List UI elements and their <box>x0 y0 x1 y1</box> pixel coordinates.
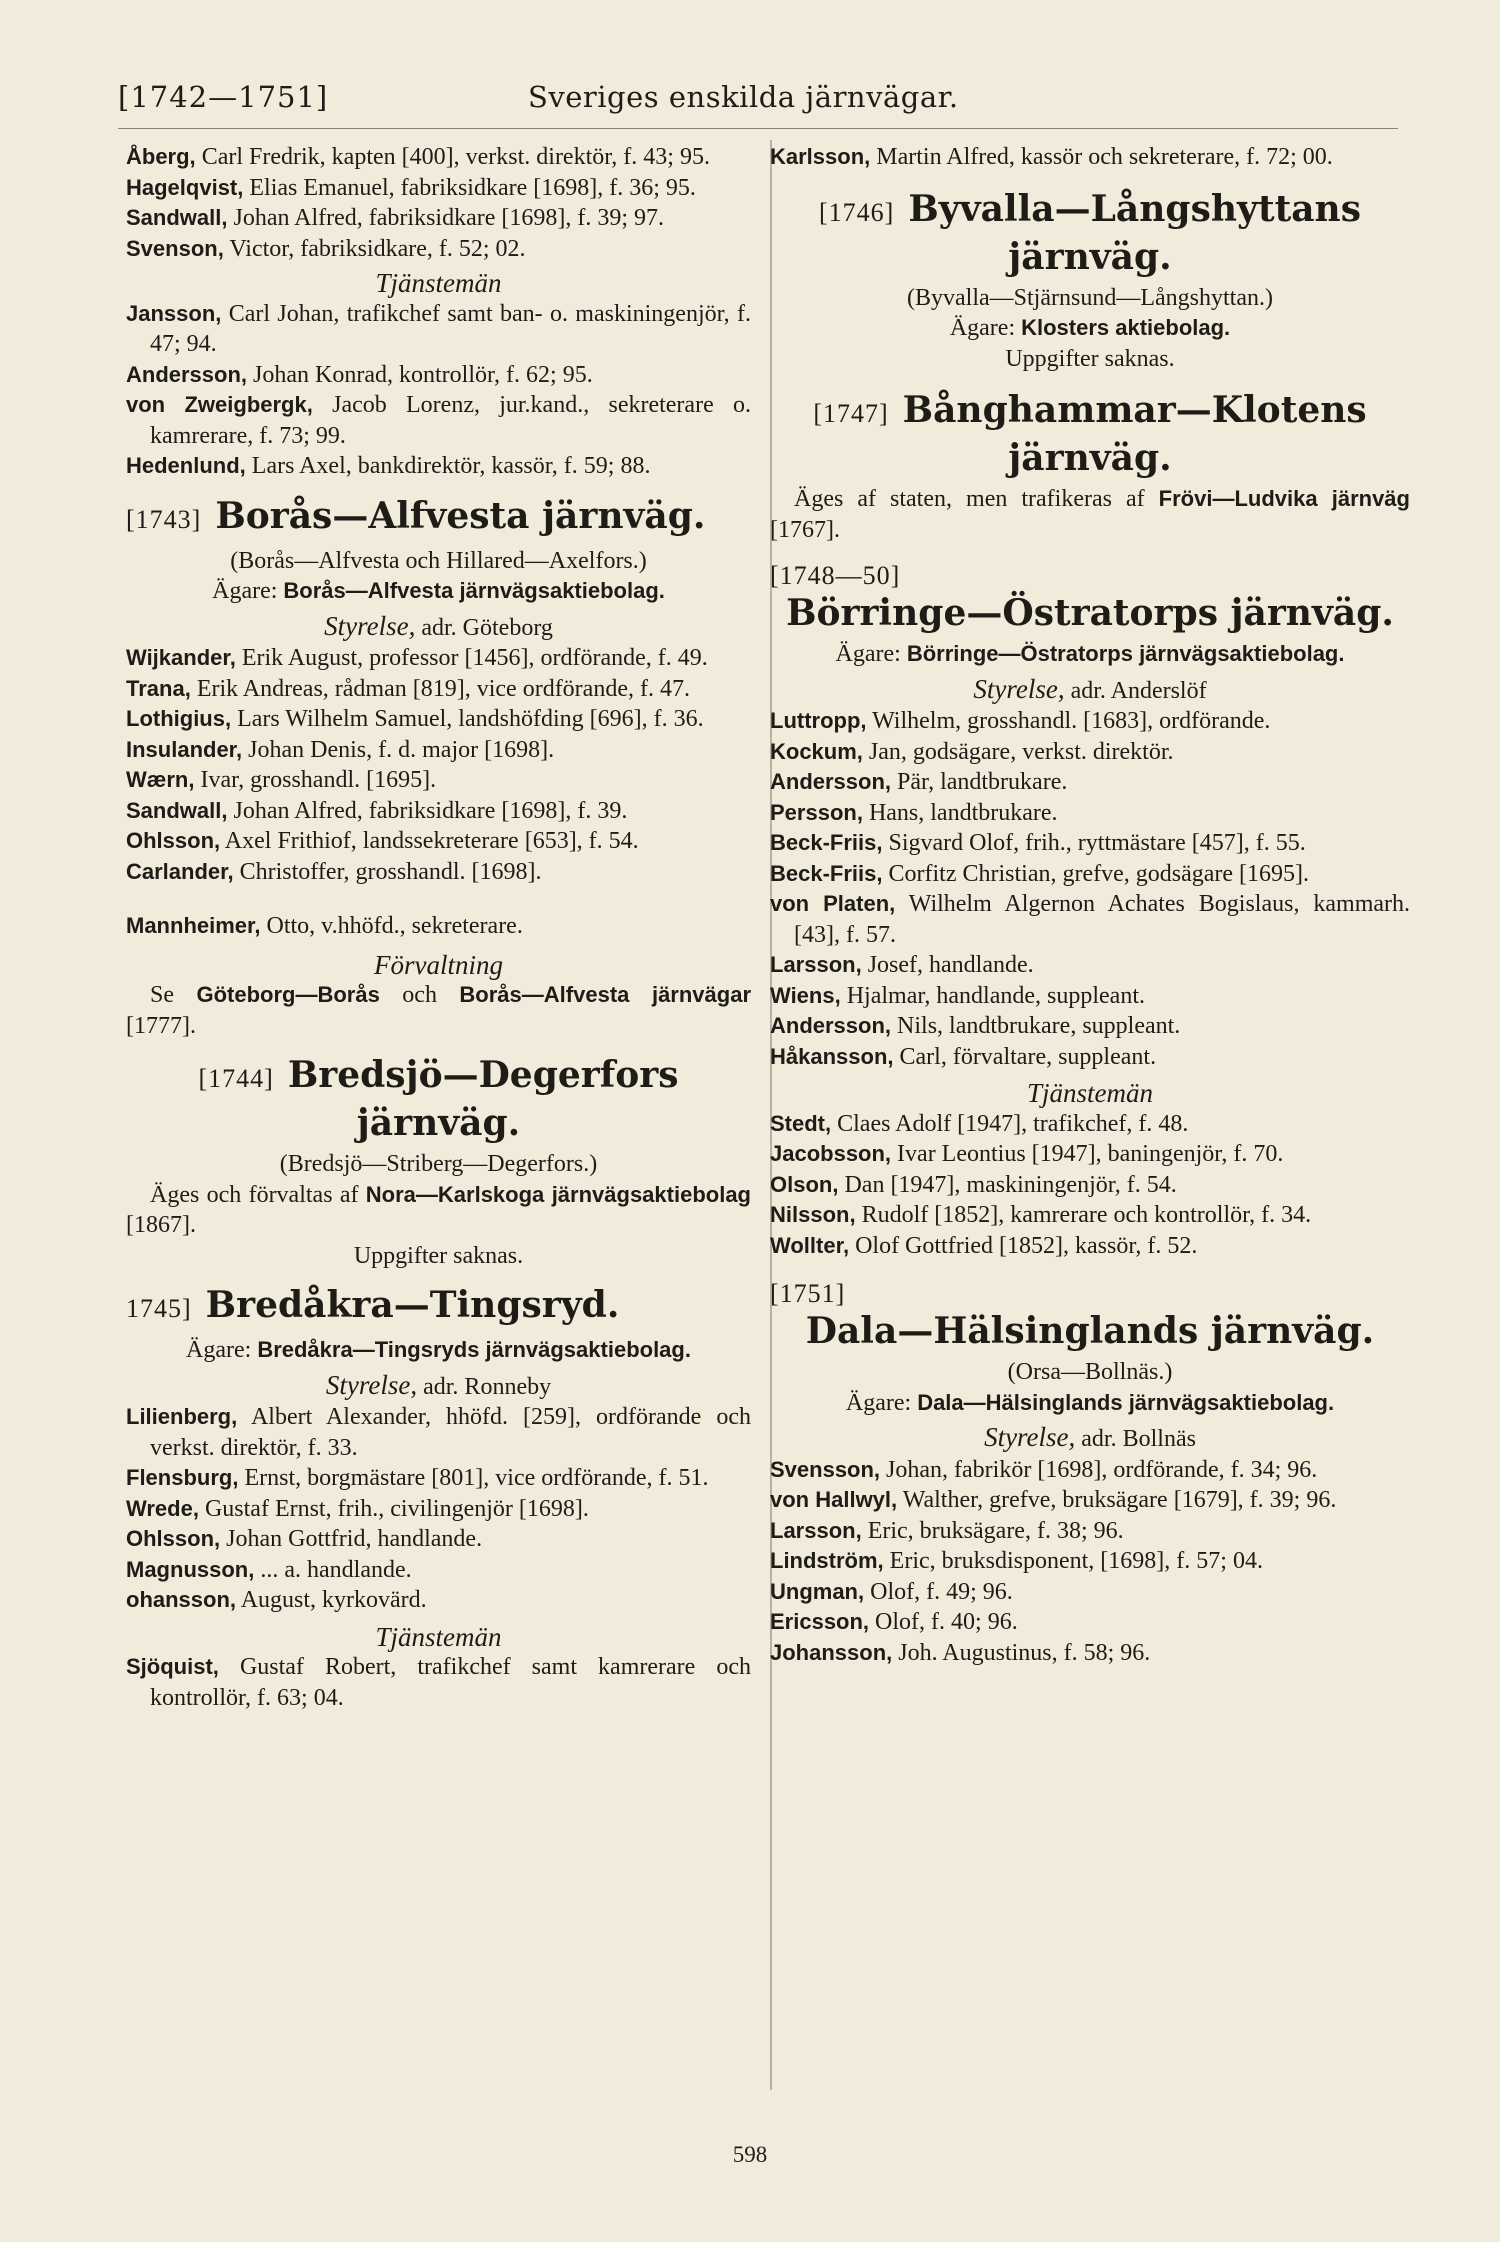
list-1745-tjanstemen <box>126 1652 751 1713</box>
entry-name: Sandwall, <box>126 205 228 230</box>
entry-name: Karlsson, <box>770 144 871 169</box>
list-item <box>770 706 1410 737</box>
forvaltning-mid: och <box>379 982 460 1008</box>
list-item <box>770 1607 1410 1638</box>
entry-name: Wrede, <box>126 1495 199 1521</box>
section-1745-styrelse <box>126 1370 751 1403</box>
entry-text: Sigvard Olof, frih., ryttmästare [457], f. 55. <box>882 830 1306 856</box>
page-header <box>118 80 1398 126</box>
list-item <box>770 950 1410 981</box>
entry-name: Larsson, <box>770 1517 862 1543</box>
entry-name: Svensson, <box>770 1456 881 1482</box>
entry-text: Johan Alfred, fabriksidkare [1698], f. 39; 97. <box>227 205 665 231</box>
list-item <box>770 859 1410 890</box>
section-1751-number: [1751] <box>770 1279 846 1308</box>
right-column <box>770 142 1410 1668</box>
entry-text: Claes Adolf [1947], trafikchef, f. 48. <box>831 1110 1189 1137</box>
forvaltning-post: [1777]. <box>126 1012 196 1039</box>
entry-name: Andersson, <box>126 361 248 387</box>
section-1751-route: (Orsa—Bollnäs.) <box>1007 1359 1173 1385</box>
entry-text: Olof, f. 40; 96. <box>869 1609 1018 1635</box>
entry-text: Gustaf Ernst, frih., civilingenjör [1698]. <box>198 1495 589 1522</box>
section-1745-name: Bredåkra—Tingsryd. <box>205 1284 620 1326</box>
list-item <box>126 704 751 735</box>
section-1744-name: Bredsjö—Degerfors <box>287 1054 679 1096</box>
entry-name: Larsson, <box>770 952 862 977</box>
list-item <box>770 1455 1410 1486</box>
section-1743-title <box>126 494 751 542</box>
list-item <box>770 1139 1410 1170</box>
entry-text: ... a. handlande. <box>254 1556 412 1583</box>
list-item <box>770 142 1410 173</box>
entry-text: Carl, förvaltare, suppleant. <box>893 1043 1157 1070</box>
section-1745-owner <box>126 1335 751 1366</box>
list-right-top <box>770 142 1410 173</box>
entry-name: Ericsson, <box>770 1609 870 1634</box>
entry-text: Wilhelm Algernon Achates Bogislaus, kammarh. [43], f. 57. <box>794 891 1411 948</box>
entry-name: Hedenlund, <box>126 453 246 478</box>
left-column <box>126 142 751 1713</box>
styrelse-label: Styrelse, <box>325 1369 418 1400</box>
list-item <box>126 1524 751 1555</box>
entry-text: Dan [1947], maskiningenjör, f. 54. <box>838 1171 1177 1198</box>
entry-text: Nils, landtbrukare, suppleant. <box>891 1013 1181 1039</box>
entry-name: von Platen, <box>770 891 896 916</box>
entry-text: Hjalmar, handlande, suppleant. <box>840 982 1145 1009</box>
styrelse-address: adr. Ronneby <box>417 1373 552 1400</box>
section-1748-owner <box>770 639 1410 670</box>
entry-text: Pär, landtbrukare. <box>891 769 1068 795</box>
list-1743-board <box>126 643 751 887</box>
section-1747-name: Bånghammar—Klotens <box>902 389 1367 431</box>
section-1744-owned <box>126 1180 751 1241</box>
list-item <box>126 796 751 827</box>
list-item <box>770 828 1410 859</box>
entry-name: Stedt, <box>770 1110 832 1136</box>
owner-label: Ägare: <box>186 1337 252 1363</box>
entry-name: Beck-Friis, <box>770 830 883 855</box>
entry-name: Jacobsson, <box>770 1141 892 1166</box>
owned-ref: Nora—Karlskoga järnvägsaktiebolag <box>365 1181 751 1207</box>
section-1751-title: Dala—Hälsinglands järnväg. <box>805 1310 1375 1352</box>
section-1748-number: [1748—50] <box>770 561 901 590</box>
list-item <box>126 1652 751 1713</box>
entry-text: Walther, grefve, bruksägare [1679], f. 39; 96. <box>897 1487 1337 1513</box>
entry-name: Sandwall, <box>126 797 228 823</box>
section-1746-route: (Byvalla—Stjärnsund—Långshyttan.) <box>907 284 1273 311</box>
entry-text: Carl Fredrik, kapten [400], verkst. direktör, f. 43; 95. <box>195 144 710 170</box>
entry-name: Sjöquist, <box>126 1654 219 1679</box>
running-title: Sveriges enskilda järnvägar. <box>528 80 959 114</box>
styrelse-address: adr. Göteborg <box>415 614 553 641</box>
list-item <box>770 1516 1410 1547</box>
owner-label: Ägare: <box>949 315 1016 341</box>
section-1744-nodata: Uppgifter saknas. <box>353 1242 524 1269</box>
entry-text: Martin Alfred, kassör och sekreterare, f. 72; 00. <box>870 144 1333 170</box>
list-item <box>770 1546 1410 1577</box>
list-item <box>770 737 1410 768</box>
entry-text: Johan, fabrikör [1698], ordförande, f. 34; 96. <box>880 1456 1318 1483</box>
page-range: [1742—1751] <box>118 80 329 114</box>
entry-text: Lars Axel, bankdirektör, kassör, f. 59; 88. <box>245 453 651 479</box>
entry-name: Persson, <box>770 799 863 825</box>
section-1743-number: [1743] <box>126 504 202 534</box>
entry-name: Andersson, <box>770 769 892 794</box>
secretary-entry <box>126 911 751 942</box>
section-1746-number: [1746] <box>819 197 895 227</box>
owner-name: Klosters aktiebolag. <box>1021 315 1231 340</box>
entry-name: Svenson, <box>126 235 224 261</box>
section-1746-name-2: järnväg. <box>1008 235 1172 278</box>
section-1743-route: (Borås—Alfvesta och Hillared—Axelfors.) <box>230 547 647 574</box>
list-item <box>770 1011 1410 1042</box>
section-1747-name-2: järnväg. <box>1008 437 1172 479</box>
list-item <box>126 360 751 391</box>
list-left-top <box>126 142 751 264</box>
secretary-text: Otto, v.hhöfd., sekreterare. <box>260 913 523 939</box>
header-rule <box>118 128 1398 129</box>
entry-name: Lilienberg, <box>126 1404 238 1429</box>
list-item <box>126 451 751 482</box>
list-item <box>770 1485 1410 1516</box>
list-1751-board <box>770 1455 1410 1669</box>
section-1746-title <box>770 187 1410 279</box>
entry-text: Hans, landtbrukare. <box>862 799 1058 826</box>
entry-name: ohansson, <box>126 1587 237 1612</box>
styrelse-address: adr. Bollnäs <box>1075 1426 1196 1452</box>
section-1751-styrelse <box>770 1422 1410 1455</box>
entry-text: Ernst, borgmästare [801], vice ordförande, f. 51. <box>238 1465 709 1491</box>
forvaltning-ref2: Borås—Alfvesta järnvägar <box>459 982 752 1007</box>
list-item <box>126 735 751 766</box>
list-1748-board <box>770 706 1410 1072</box>
owned-pre: Äges och förvaltas af <box>150 1181 366 1208</box>
entry-text: Eric, bruksägare, f. 38; 96. <box>861 1517 1124 1544</box>
owner-label: Ägare: <box>212 578 278 604</box>
entry-text: Jacob Lorenz, jur.kand., sekreterare o. kamrerare, f. 73; 99. <box>150 392 751 449</box>
entry-name: Luttropp, <box>770 708 867 733</box>
section-1744-route: (Bredsjö—Striberg—Degerfors.) <box>279 1151 598 1177</box>
list-item <box>770 1170 1410 1201</box>
forvaltning-ref1: Göteborg—Borås <box>196 982 380 1007</box>
entry-name: Ohlsson, <box>126 1526 221 1551</box>
list-item <box>126 234 751 265</box>
styrelse-label: Styrelse, <box>984 1422 1076 1452</box>
entry-name: von Hallwyl, <box>770 1487 898 1512</box>
entry-text: August, kyrkovärd. <box>236 1587 427 1613</box>
entry-text: Christoffer, grosshandl. [1698]. <box>233 858 542 885</box>
list-item <box>770 798 1410 829</box>
entry-name: Åberg, <box>126 144 196 169</box>
entry-name: Lindström, <box>770 1548 884 1573</box>
list-item <box>770 1042 1410 1073</box>
section-1745-number: 1745] <box>126 1294 192 1323</box>
entry-name: Magnusson, <box>126 1556 255 1582</box>
owned-post: [1867]. <box>126 1212 196 1238</box>
secretary-name: Mannheimer, <box>126 913 261 938</box>
spacer <box>126 887 751 911</box>
entry-name: Trana, <box>126 675 191 701</box>
section-1743-name: Borås—Alfvesta järnväg. <box>215 494 706 537</box>
section-1743-owner <box>126 576 751 607</box>
entry-name: Nilsson, <box>770 1202 856 1227</box>
entry-text: Jan, godsägare, verkst. direktör. <box>862 738 1174 765</box>
section-1744-name-2: järnväg. <box>356 1102 521 1144</box>
list-left-tjanstemen <box>126 299 751 482</box>
list-item <box>770 889 1410 950</box>
section-1748-title: Börringe—Östratorps järnväg. <box>786 592 1394 634</box>
list-item <box>126 643 751 674</box>
entry-name: Hagelqvist, <box>126 174 244 200</box>
owner-name: Borås—Alfvesta järnvägsaktiebolag. <box>283 578 665 603</box>
entry-name: Jansson, <box>126 300 222 326</box>
entry-text: Wilhelm, grosshandl. [1683], ordförande. <box>866 708 1271 734</box>
entry-text: Victor, fabriksidkare, f. 52; 02. <box>223 235 526 262</box>
list-item <box>770 767 1410 798</box>
list-1748-tjanstemen <box>770 1109 1410 1262</box>
page-number: 598 <box>732 2142 768 2167</box>
entry-name: Kockum, <box>770 738 863 764</box>
entry-text: Josef, handlande. <box>861 952 1034 978</box>
entry-text: Eric, bruksdisponent, [1698], f. 57; 04. <box>883 1548 1263 1574</box>
entry-name: Wiens, <box>770 982 841 1008</box>
entry-text: Elias Emanuel, fabriksidkare [1698], f. 36; 95. <box>243 174 696 201</box>
entry-name: Wijkander, <box>126 645 236 670</box>
list-item <box>770 1577 1410 1608</box>
entry-text: Axel Frithiof, landssekreterare [653], f. 54. <box>220 828 639 854</box>
list-item <box>770 1638 1410 1669</box>
list-item <box>126 1463 751 1494</box>
entry-name: Johansson, <box>770 1639 893 1665</box>
list-item <box>126 203 751 234</box>
list-1745-board <box>126 1402 751 1616</box>
list-item <box>126 857 751 888</box>
entry-name: Håkansson, <box>770 1043 894 1069</box>
styrelse-label: Styrelse, <box>324 610 416 641</box>
owner-name: Bredåkra—Tingsryds järnvägsaktiebolag. <box>257 1337 691 1362</box>
entry-text: Olof, f. 49; 96. <box>864 1578 1013 1605</box>
list-item <box>126 1494 751 1525</box>
list-item <box>126 765 751 796</box>
entry-name: Carlander, <box>126 858 234 884</box>
entry-text: Johan Alfred, fabriksidkare [1698], f. 39. <box>227 797 628 824</box>
list-item <box>126 1402 751 1463</box>
list-item <box>770 1231 1410 1262</box>
tjanstemen-heading: Tjänstemän <box>375 268 502 298</box>
owned-post: [1767]. <box>770 516 840 543</box>
list-item <box>126 142 751 173</box>
section-1747-number: [1747] <box>813 399 889 428</box>
owned-ref: Frövi—Ludvika järnväg <box>1158 486 1410 511</box>
section-1746-name: Byvalla—Långshyttans <box>908 187 1361 230</box>
section-1744-number: [1744] <box>198 1064 274 1093</box>
entry-text: Erik August, professor [1456], ordförande, f. 49. <box>235 645 708 671</box>
list-item <box>770 1200 1410 1231</box>
section-1746-nodata: Uppgifter saknas. <box>1005 345 1175 372</box>
owned-pre: Äges af staten, men trafikeras af <box>794 486 1159 512</box>
section-1743-styrelse <box>126 611 751 644</box>
section-1744-title <box>126 1053 751 1145</box>
entry-text: Carl Johan, trafikchef samt ban- o. maskiningenjör, f. 47; 94. <box>150 300 751 357</box>
entry-name: Ungman, <box>770 1578 865 1604</box>
entry-name: Insulander, <box>126 736 243 762</box>
forvaltning-pre: Se <box>150 982 197 1008</box>
entry-text: Albert Alexander, hhöfd. [259], ordförande och verkst. direktör, f. 33. <box>150 1404 751 1461</box>
list-item <box>770 1109 1410 1140</box>
entry-text: Gustaf Robert, trafikchef samt kamrerare och kontrollör, f. 63; 04. <box>150 1654 751 1711</box>
entry-name: von Zweigbergk, <box>126 392 313 417</box>
tjanstemen-heading-1748: Tjänstemän <box>1026 1078 1153 1108</box>
entry-text: Corfitz Christian, grefve, godsägare [1695]. <box>882 860 1310 887</box>
entry-name: Ohlsson, <box>126 828 221 853</box>
section-1747-title <box>770 388 1410 480</box>
section-1746-owner <box>770 313 1410 344</box>
styrelse-label: Styrelse, <box>973 673 1065 704</box>
forvaltning-heading: Förvaltning <box>374 949 503 980</box>
entry-name: Andersson, <box>770 1013 892 1038</box>
entry-name: Wærn, <box>126 767 195 792</box>
entry-name: Beck-Friis, <box>770 860 883 886</box>
entry-text: Ivar Leontius [1947], baningenjör, f. 70. <box>891 1141 1284 1167</box>
section-1745-title <box>126 1283 751 1331</box>
section-1748-styrelse <box>770 674 1410 707</box>
entry-text: Johan Denis, f. d. major [1698]. <box>242 736 555 763</box>
entry-text: Rudolf [1852], kamrerare och kontrollör, f. 34. <box>855 1202 1312 1228</box>
entry-text: Lars Wilhelm Samuel, landshöfding [696], f. 36. <box>231 706 704 732</box>
entry-text: Erik Andreas, rådman [819], vice ordförande, f. 47. <box>190 675 690 702</box>
entry-text: Johan Konrad, kontrollör, f. 62; 95. <box>247 361 593 388</box>
entry-name: Olson, <box>770 1171 839 1197</box>
owner-label: Ägare: <box>835 641 901 667</box>
list-item <box>126 674 751 705</box>
owner-name: Börringe—Östratorps järnvägsaktiebolag. <box>906 641 1345 666</box>
entry-text: Olof Gottfried [1852], kassör, f. 52. <box>849 1232 1198 1259</box>
section-1751-owner <box>770 1388 1410 1419</box>
entry-text: Ivar, grosshandl. [1695]. <box>194 767 437 793</box>
list-item <box>126 299 751 360</box>
styrelse-address: adr. Anderslöf <box>1064 677 1207 704</box>
entry-name: Lothigius, <box>126 706 232 731</box>
tjanstemen-heading-1745: Tjänstemän <box>375 1621 502 1652</box>
entry-name: Wollter, <box>770 1232 850 1258</box>
owner-name: Dala—Hälsinglands järnvägsaktiebolag. <box>917 1389 1335 1415</box>
list-item <box>126 1555 751 1586</box>
entry-text: Joh. Augustinus, f. 58; 96. <box>892 1639 1151 1666</box>
list-item <box>126 826 751 857</box>
owner-label: Ägare: <box>845 1389 912 1416</box>
section-1747-owned <box>770 484 1410 545</box>
entry-name: Flensburg, <box>126 1465 239 1490</box>
entry-text: Johan Gottfrid, handlande. <box>220 1526 483 1552</box>
list-item <box>126 173 751 204</box>
list-item <box>770 981 1410 1012</box>
list-item <box>126 390 751 451</box>
forvaltning-text <box>126 980 751 1041</box>
list-item <box>126 1585 751 1616</box>
